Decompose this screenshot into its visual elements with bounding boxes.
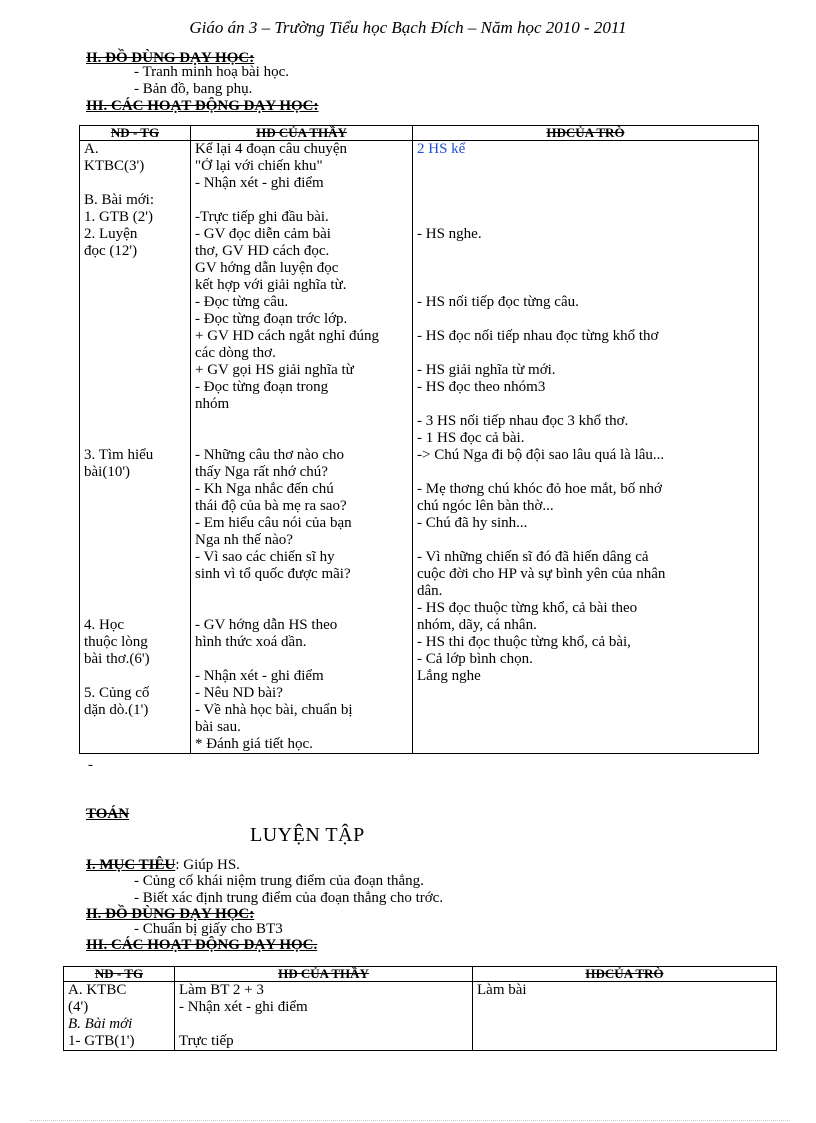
cell-line: B. Bài mới:: [84, 192, 155, 208]
cell-line: Kể lại 4 đoạn câu chuyện: [195, 141, 348, 157]
cell-line: - HS giải nghĩa từ mới.: [417, 362, 556, 378]
teacher-column: [175, 982, 473, 1051]
cell-line: [195, 413, 408, 430]
cell-line: - 1 HS đọc cả bài.: [417, 430, 525, 446]
cell-line: A. KTBC: [68, 982, 127, 998]
cell-line: - HS đọc theo nhóm3: [417, 379, 546, 395]
cell-line: [477, 1033, 772, 1050]
header-student: HĐCỦA TRÒ: [413, 126, 759, 141]
goals-line: [86, 857, 240, 874]
tools-item: - Tranh minh hoạ bài học.: [134, 64, 289, 80]
cell-line: [417, 175, 754, 192]
cell-line: [84, 294, 186, 311]
cell-line: [84, 668, 186, 685]
activities-heading: III. CÁC HOẠT ĐỘNG DẠY HỌC:: [86, 98, 319, 114]
cell-line: [417, 277, 754, 294]
dash: -: [88, 757, 93, 773]
cell-line: Nga nh thế nào?: [195, 532, 293, 548]
cell-line: đọc (12'): [84, 243, 138, 259]
cell-line: - Vì những chiến sĩ đó đã hiến dâng cả: [417, 549, 649, 565]
header-content-time: ND - TG: [80, 126, 191, 141]
goals-item: - Củng cố khái niệm trung điểm của đoạn thẳng.: [134, 873, 424, 889]
cell-line: 3. Tìm hiểu: [84, 447, 154, 463]
cell-line: [195, 430, 408, 447]
content-column: [64, 982, 175, 1051]
cell-line: [477, 1016, 772, 1033]
cell-line: + GV HD cách ngắt nghỉ đúng: [195, 328, 379, 344]
cell-line: [417, 464, 754, 481]
cell-line: [195, 600, 408, 617]
cell-line: [84, 328, 186, 345]
cell-line: [84, 379, 186, 396]
student-column: [413, 141, 759, 754]
cell-line: + GV gọi HS giải nghĩa từ: [195, 362, 354, 378]
tools-item-2: - Chuẩn bị giấy cho BT3: [134, 921, 283, 937]
cell-line: - GV hớng dẫn HS theo: [195, 617, 338, 633]
cell-line: -> Chú Nga đi bộ đội sao lâu quá là lâu...: [417, 447, 665, 463]
lesson-table-1: [79, 125, 759, 754]
cell-line: 5. Củng cố: [84, 685, 150, 701]
cell-line: - HS thi đọc thuộc từng khổ, cả bài,: [417, 634, 631, 650]
cell-line: kết hợp với giải nghĩa từ.: [195, 277, 347, 293]
cell-line: [417, 396, 754, 413]
cell-line: - GV đọc diễn cảm bài: [195, 226, 331, 242]
lesson-title: LUYỆN TẬP: [250, 824, 365, 846]
cell-line: - Những câu thơ nào cho: [195, 447, 344, 463]
cell-line: - HS nghe.: [417, 226, 482, 242]
subject-heading: TOÁN: [86, 806, 130, 822]
cell-line: [84, 175, 186, 192]
cell-line: [417, 311, 754, 328]
cell-line: - Nhận xét - ghi điểm: [179, 999, 308, 1015]
cell-line: -Trực tiếp ghi đầu bài.: [195, 209, 329, 225]
cell-line: "Ở lại với chiến khu": [195, 158, 323, 174]
cell-line: [84, 600, 186, 617]
cell-line: 2 HS kể: [417, 141, 466, 157]
cell-line: [417, 192, 754, 209]
cell-line: Làm bài: [477, 982, 527, 998]
cell-line: A.: [84, 141, 99, 157]
cell-line: [417, 345, 754, 362]
cell-line: Lắng nghe: [417, 668, 481, 684]
activities-heading-2: III. CÁC HOẠT ĐỘNG DẠY HỌC.: [86, 937, 318, 953]
cell-line: dân.: [417, 583, 443, 599]
cell-line: [84, 277, 186, 294]
cell-line: cuộc đời cho HP và sự bình yên của nhân: [417, 566, 666, 582]
cell-line: thấy Nga rất nhớ chú?: [195, 464, 328, 480]
cell-line: nhóm, dãy, cá nhân.: [417, 617, 537, 633]
cell-line: bài thơ.(6'): [84, 651, 150, 667]
header-student: HĐCỦA TRÒ: [473, 967, 777, 982]
cell-line: [84, 532, 186, 549]
cell-line: 1. GTB (2'): [84, 209, 153, 225]
cell-line: [84, 396, 186, 413]
cell-line: - Chú đã hy sinh...: [417, 515, 528, 531]
goals-suffix: : Giúp HS.: [175, 857, 240, 873]
tools-heading: II. ĐỒ DÙNG DẠY HỌC:: [86, 50, 255, 66]
cell-line: [195, 583, 408, 600]
cell-line: 1- GTB(1'): [68, 1033, 135, 1049]
cell-line: [84, 566, 186, 583]
cell-line: (4'): [68, 999, 89, 1015]
cell-line: thuộc lòng: [84, 634, 148, 650]
cell-line: [84, 549, 186, 566]
cell-line: - Kh Nga nhắc đến chú: [195, 481, 334, 497]
cell-line: - Vì sao các chiến sĩ hy: [195, 549, 335, 565]
cell-line: [84, 481, 186, 498]
page-header: Giáo án 3 – Trường Tiểu học Bạch Đích – Năm học 2010 - 2011: [189, 18, 627, 37]
cell-line: sinh vì tổ quốc được mãi?: [195, 566, 351, 582]
cell-line: chú ngóc lên bàn thờ...: [417, 498, 554, 514]
cell-line: [195, 651, 408, 668]
cell-line: [84, 583, 186, 600]
cell-line: [84, 515, 186, 532]
cell-line: [417, 532, 754, 549]
header-teacher: HĐ CỦA THẦY: [191, 126, 413, 141]
cell-line: - Cả lớp bình chọn.: [417, 651, 533, 667]
cell-line: thơ, GV HD cách đọc.: [195, 243, 330, 259]
cell-line: [84, 362, 186, 379]
cell-line: bài sau.: [195, 719, 241, 735]
cell-line: - Đọc từng câu.: [195, 294, 289, 310]
cell-line: [477, 999, 772, 1016]
cell-line: - Nhận xét - ghi điểm: [195, 668, 324, 684]
cell-line: 4. Học: [84, 617, 124, 633]
cell-line: 2. Luyện: [84, 226, 138, 242]
goals-item: - Biết xác định trung điểm của đoạn thẳng cho trớc.: [134, 890, 444, 906]
cell-line: [417, 260, 754, 277]
page-bottom-border: [30, 1120, 790, 1121]
content-column: [80, 141, 191, 754]
cell-line: - Nêu ND bài?: [195, 685, 283, 701]
cell-line: nhóm: [195, 396, 230, 412]
cell-line: [84, 260, 186, 277]
cell-line: [417, 158, 754, 175]
cell-line: [84, 311, 186, 328]
cell-line: - 3 HS nối tiếp nhau đọc 3 khổ thơ.: [417, 413, 629, 429]
cell-line: - Mẹ thơng chú khóc đỏ hoe mắt, bố nhớ: [417, 481, 662, 497]
cell-line: bài(10'): [84, 464, 131, 480]
cell-line: Trực tiếp: [179, 1033, 234, 1049]
cell-line: [417, 209, 754, 226]
cell-line: - Về nhà học bài, chuẩn bị: [195, 702, 353, 718]
cell-line: - Em hiểu câu nói của bạn: [195, 515, 352, 531]
cell-line: * Đánh giá tiết học.: [195, 736, 313, 752]
student-column: [473, 982, 777, 1051]
cell-line: B. Bài mới: [68, 1016, 133, 1032]
cell-line: KTBC(3'): [84, 158, 145, 174]
cell-line: [84, 430, 186, 447]
cell-line: [179, 1016, 468, 1033]
cell-line: - Nhận xét - ghi điểm: [195, 175, 324, 191]
cell-line: [84, 413, 186, 430]
cell-line: [84, 498, 186, 515]
tools-heading-2: II. ĐỒ DÙNG DẠY HỌC:: [86, 906, 255, 922]
cell-line: các dòng thơ.: [195, 345, 276, 361]
cell-line: thái độ của bà mẹ ra sao?: [195, 498, 347, 514]
tools-item: - Bản đồ, bang phụ.: [134, 81, 253, 97]
cell-line: - HS nối tiếp đọc từng câu.: [417, 294, 579, 310]
cell-line: [417, 243, 754, 260]
cell-line: GV hớng dẫn luyện đọc: [195, 260, 339, 276]
cell-line: - Đọc từng đoạn trong: [195, 379, 329, 395]
cell-line: dặn dò.(1'): [84, 702, 149, 718]
cell-line: - HS đọc thuộc từng khổ, cả bài theo: [417, 600, 638, 616]
cell-line: [84, 345, 186, 362]
teacher-column: [191, 141, 413, 754]
lesson-table-2: [63, 966, 777, 1051]
cell-line: hình thức xoá dần.: [195, 634, 307, 650]
goals-heading: I. MỤC TIÊU: [86, 857, 176, 873]
cell-line: - HS đọc nối tiếp nhau đọc từng khổ thơ: [417, 328, 659, 344]
cell-line: Làm BT 2 + 3: [179, 982, 264, 998]
cell-line: [195, 192, 408, 209]
cell-line: - Đọc từng đoạn trớc lớp.: [195, 311, 348, 327]
header-teacher: HĐ CỦA THẦY: [175, 967, 473, 982]
header-content-time: ND - TG: [64, 967, 175, 982]
